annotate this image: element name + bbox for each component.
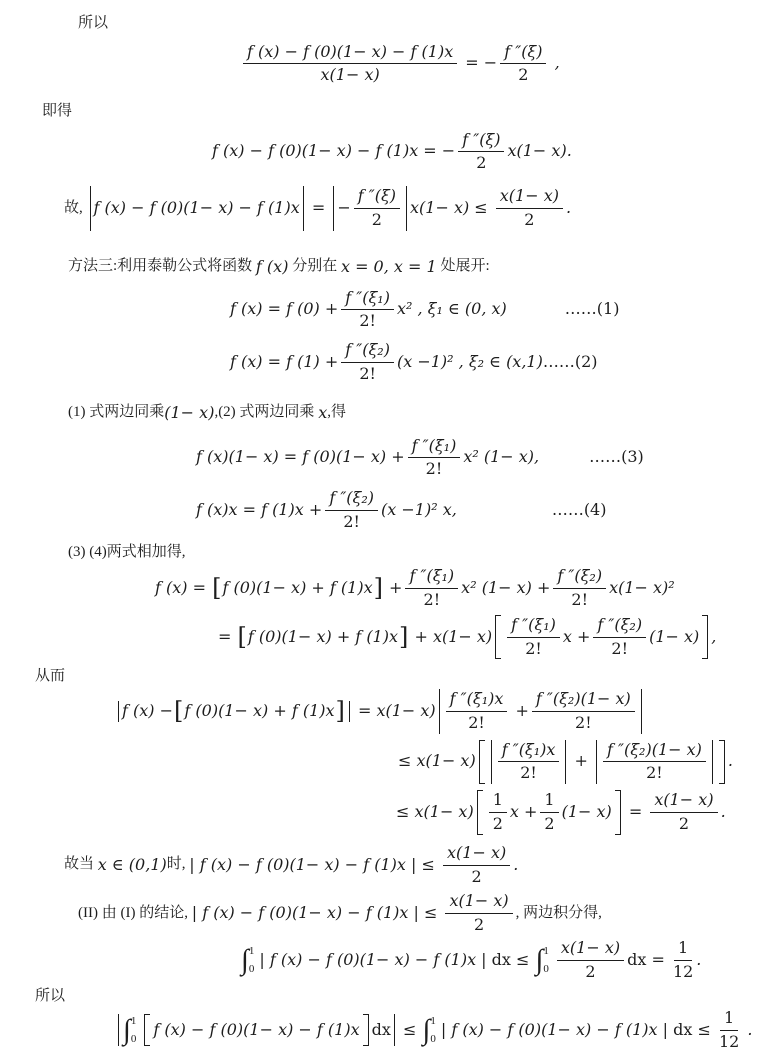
note-add-equations: (3) (4)两式相加得, [68, 543, 186, 560]
label-suoyi-bottom: 所以 [35, 987, 66, 1004]
formula-abs-difference: f (x) − [ f (0)(1− x) + f (1)x ] = x(1− x) $\frac{\text{f ″(ξ₁)x}}{2!}$ + $\frac{\text{f ″(ξ₂)(1− x)}}{2!}$ [0, 689, 781, 734]
formula-taylor-expansion-1: f (x) = f (0) + $\frac{\text{f ″(ξ₁)}}{2!}$ x² , ξ₁ ∈ (0, x) ……(1) [230, 287, 620, 331]
formula-combined-line-2: = [ f (0)(1− x) + f (1)x ] + x(1− x) $\frac{\text{f ″(ξ₁)}}{2!}$ x + $\frac{\text{f ″(ξ₂)}}{2!}$ (1− x) , [218, 614, 717, 658]
heading-method-three: 方法三:利用泰勒公式将函数 f (x) 分别在 x = 0, x = 1 处展开: [68, 256, 490, 276]
formula-combined-line-1: f (x) = [ f (0)(1− x) + f (1)x ] + $\frac{\text{f ″(ξ₁)}}{2!}$ x² (1− x) + $\frac{\text{f ″(ξ₂)}}{2!}$ x(1− x)² [155, 566, 675, 610]
label-suoyi-top: 所以 [78, 15, 109, 31]
label-jide: 即得 [42, 103, 73, 120]
formula-integral-inequality: ∫ 1 0 | f (x) − f (0)(1− x) − f (1)x | dx ≤ ∫ 1 0 $\frac{x(1- x)}{2}$ dx = $\frac{1}{12}$ . [241, 937, 702, 981]
formula-equation-4: f (x)x = f (1)x + $\frac{\text{f ″(ξ₂)}}{2!}$ (x −1)² x, ……(4) [196, 488, 607, 531]
formula-taylor-expansion-2: f (x) = f (1) + $\frac{\text{f ″(ξ₂)}}{2!}$ (x −1)² , ξ₂ ∈ (x,1) ……(2) [230, 340, 598, 383]
formula-quotient-equation: $\frac{f (x) - f (0)(1- x) - f (1)x}{x(1- x)}$ = − $\frac{f ''(\xi)}{2}$ , [0, 42, 781, 87]
formula-final-bound: ≤ x(1− x) $\frac{1}{2}$ x + $\frac{1}{2}$ (1− x) = $\frac{x(1- x)}{2}$ . [396, 790, 726, 833]
label-conger: 从而 [35, 668, 66, 685]
formula-final-integral-inequality: ∫ 1 0 f (x) − f (0)(1− x) − f (1)x dx ≤ ∫ 1 0 | f (x) − f (0)(1− x) − f (1)x | dx ≤ $\frac{1}{12}$ . [0, 1008, 781, 1053]
formula-equation-3: f (x)(1− x) = f (0)(1− x) + $\frac{\text{f ″(ξ₁)}}{2!}$ x² (1− x), ……(3) [196, 435, 644, 479]
statement-part-two: (II) 由 (I) 的结论, | f (x) − f (0)(1− x) − f (1)x | ≤ $\frac{x(1- x)}{2}$ , 两边积分得, [78, 891, 602, 935]
formula-gu-absolute-bound: 故, f (x) − f (0)(1− x) − f (1)x = − $\frac{f ''(\xi)}{2}$ x(1− x) ≤ $\frac{x(1- x)}{2}$ . [64, 186, 572, 229]
formula-product-equation: f (x) − f (0)(1− x) − f (1)x = − $\frac{f ''(\xi)}{2}$ x(1− x). [212, 129, 572, 173]
statement-conclusion-part-one: 故当 x ∈ (0,1) 时, | f (x) − f (0)(1− x) − f (1)x | ≤ $\frac{x(1- x)}{2}$ . [64, 842, 519, 886]
formula-triangle-inequality: ≤ x(1− x) $\frac{\text{f ″(ξ₁)x}}{2!}$ + $\frac{\text{f ″(ξ₂)(1− x)}}{2!}$ . [398, 739, 733, 783]
note-multiply-both-sides: (1) 式两边同乘 (1− x) ,(2) 式两边同乘 x ,得 [68, 402, 346, 422]
